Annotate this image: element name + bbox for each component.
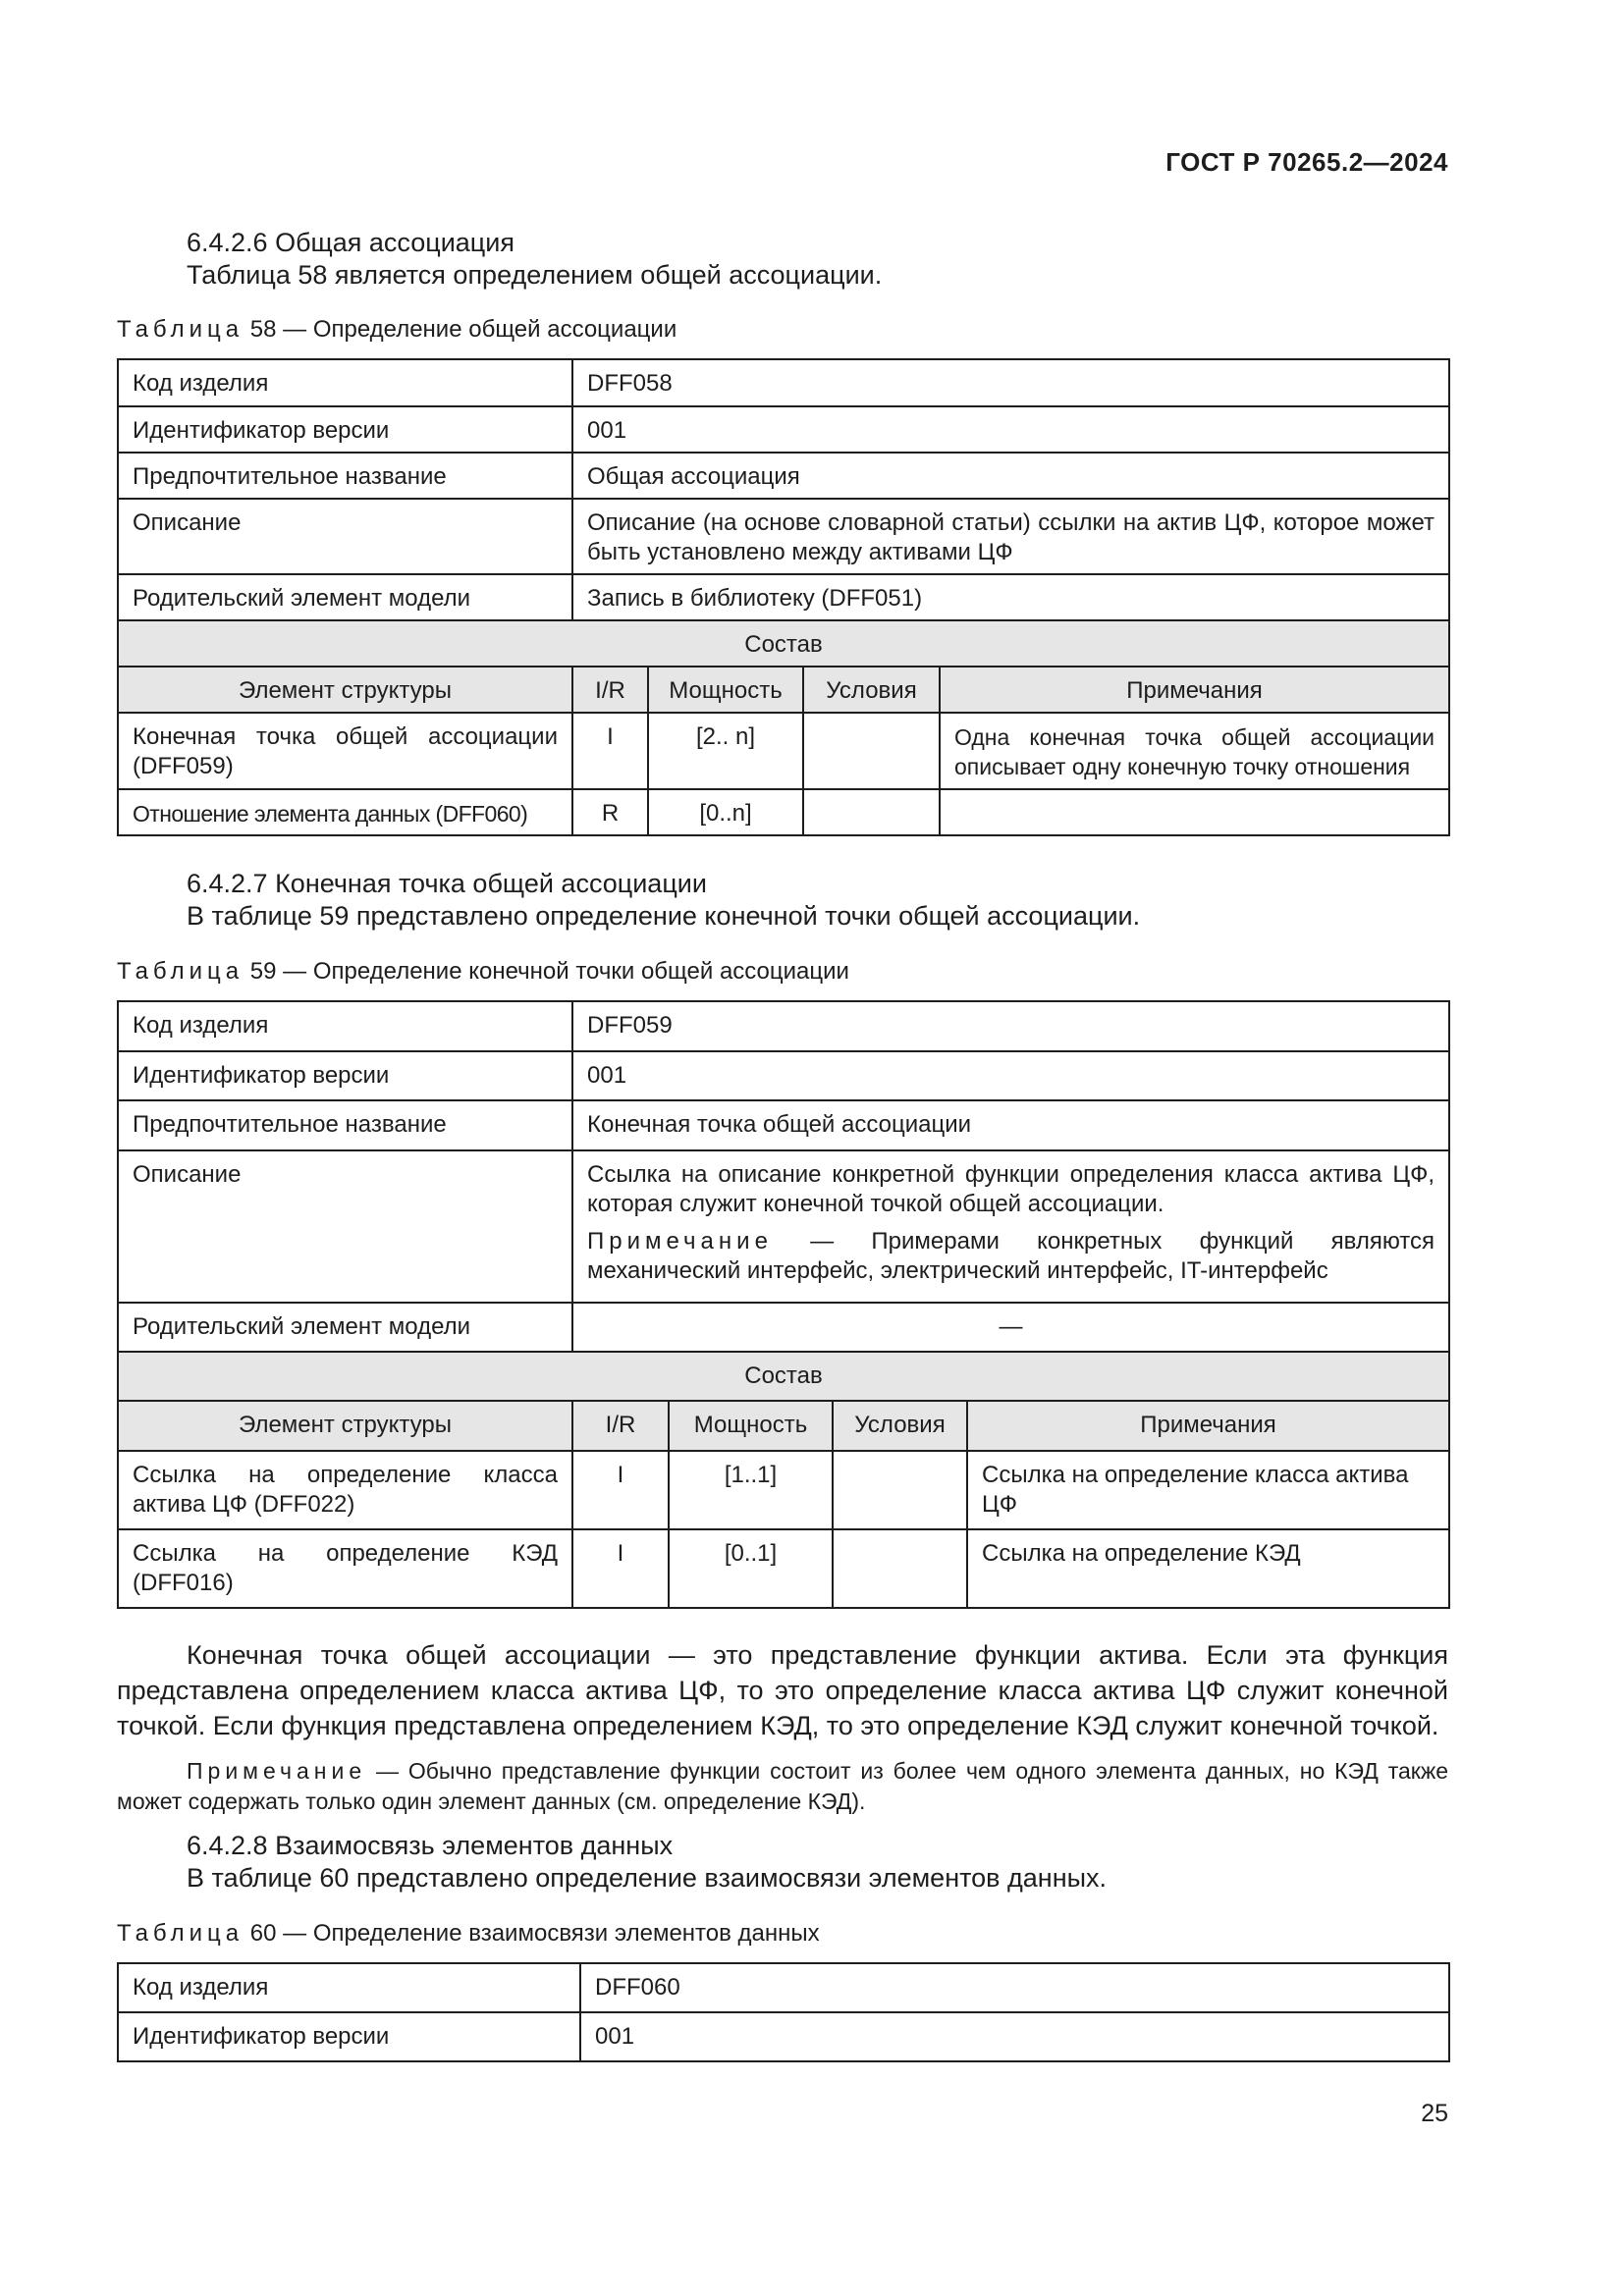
caption-label: Таблица [117, 316, 244, 343]
row-value: — [572, 1303, 1449, 1352]
row-label: Код изделия [118, 1963, 580, 2012]
composition-label: Состав [118, 1352, 1449, 1401]
row-value: Запись в библиотеку (DFF051) [572, 574, 1449, 620]
cell-ir: I [572, 1529, 669, 1608]
description-text: Ссылка на описание конкретной функции определения класса актива ЦФ, которая служит конечной точкой общей ассоциации. [587, 1161, 1435, 1217]
cell-conditions [833, 1529, 967, 1608]
column-header-row [118, 1401, 1449, 1451]
table-row [118, 406, 1449, 453]
row-label: Описание [118, 499, 572, 574]
section-heading-6428: 6.4.2.8 Взаимосвязь элементов данных [187, 1831, 674, 1860]
row-value: 001 [572, 1051, 1449, 1100]
row-value: DFF059 [572, 1001, 1449, 1051]
cell-element: Конечная точка общей ассоциации (DFF059) [118, 713, 572, 789]
body-note [117, 1756, 1448, 1817]
table-caption-59 [117, 958, 849, 986]
table-row [118, 453, 1449, 499]
table-row [118, 2012, 1449, 2061]
table-row [118, 1303, 1449, 1352]
section-heading-6427: 6.4.2.7 Конечная точка общей ассоциации [187, 869, 707, 898]
section-intro-6428: В таблице 60 представлено определение взаимосвязи элементов данных. [187, 1863, 1108, 1893]
table-row [118, 1150, 1449, 1303]
composition-row [118, 1352, 1449, 1401]
table-row [118, 499, 1449, 574]
page-number: 25 [1421, 2100, 1448, 2127]
cell-cardinality: [0..n] [648, 789, 803, 835]
column-header: Мощность [648, 667, 803, 713]
table-row [118, 1529, 1449, 1608]
table-row [118, 574, 1449, 620]
row-value: Конечная точка общей ассоциации [572, 1100, 1449, 1150]
table-58 [117, 358, 1450, 836]
cell-element: Ссылка на определение класса актива ЦФ (DFF022) [118, 1451, 572, 1529]
column-header: I/R [572, 667, 648, 713]
table-row [118, 359, 1449, 406]
cell-ir: I [572, 1451, 669, 1529]
caption-text: 59 — Определение конечной точки общей ассоциации [249, 958, 849, 985]
column-header: I/R [572, 1401, 669, 1451]
caption-label: Таблица [117, 958, 244, 985]
cell-notes: Ссылка на определение КЭД [967, 1529, 1449, 1608]
table-row [118, 1001, 1449, 1051]
row-value: DFF060 [580, 1963, 1449, 2012]
caption-text: 58 — Определение общей ассоциации [249, 316, 677, 343]
column-header: Примечания [967, 1401, 1449, 1451]
row-label: Код изделия [118, 1001, 572, 1051]
row-label: Предпочтительное название [118, 453, 572, 499]
row-value [572, 1150, 1449, 1303]
table-row [118, 789, 1449, 835]
note-text: — Примерами конкретных функций являются механический интерфейс, электрический интерфейс, IT-интерфейс [587, 1228, 1435, 1284]
document-header: ГОСТ Р 70265.2—2024 [1165, 147, 1448, 177]
table-row [118, 713, 1449, 789]
caption-text: 60 — Определение взаимосвязи элементов данных [249, 1920, 820, 1947]
row-label: Родительский элемент модели [118, 574, 572, 620]
cell-cardinality: [2.. n] [648, 713, 803, 789]
row-value: DFF058 [572, 359, 1449, 406]
composition-label: Состав [118, 620, 1449, 667]
note-label: Примечание [187, 1758, 367, 1784]
cell-notes: Ссылка на определение класса актива ЦФ [967, 1451, 1449, 1529]
row-label: Идентификатор версии [118, 2012, 580, 2061]
cell-element: Ссылка на определение КЭД (DFF016) [118, 1529, 572, 1608]
table-row [118, 1451, 1449, 1529]
table-caption-60 [117, 1920, 820, 1948]
row-value: Описание (на основе словарной статьи) ссылки на актив ЦФ, которое может быть установлено между активами ЦФ [572, 499, 1449, 574]
column-header: Элемент структуры [118, 1401, 572, 1451]
row-value: Общая ассоциация [572, 453, 1449, 499]
table-60 [117, 1962, 1450, 2062]
row-label: Идентификатор версии [118, 406, 572, 453]
note-text: — Обычно представление функции состоит из более чем одного элемента данных, но КЭД также может содержать только один элемент данных (см. определение КЭД). [117, 1758, 1448, 1814]
section-intro-6426: Таблица 58 является определением общей ассоциации. [187, 260, 883, 290]
column-header: Условия [833, 1401, 967, 1451]
description-note [587, 1227, 1435, 1286]
section-intro-6427: В таблице 59 представлено определение конечной точки общей ассоциации. [187, 901, 1141, 931]
cell-conditions [803, 713, 940, 789]
row-label: Описание [118, 1150, 572, 1303]
composition-row [118, 620, 1449, 667]
cell-element: Отношение элемента данных (DFF060) [118, 789, 572, 835]
note-label: Примечание [587, 1228, 773, 1255]
table-row [118, 1963, 1449, 2012]
table-59 [117, 1000, 1450, 1609]
row-label: Код изделия [118, 359, 572, 406]
cell-conditions [803, 789, 940, 835]
column-header: Примечания [940, 667, 1449, 713]
cell-conditions [833, 1451, 967, 1529]
column-header: Элемент структуры [118, 667, 572, 713]
row-label: Предпочтительное название [118, 1100, 572, 1150]
cell-cardinality: [1..1] [669, 1451, 833, 1529]
section-heading-6426: 6.4.2.6 Общая ассоциация [187, 228, 514, 257]
body-paragraph: Конечная точка общей ассоциации — это представление функции актива. Если эта функция представлена определением класса актива ЦФ, то это определение класса актива ЦФ служит конечной точкой. Если функция представлена определением КЭД, то это определение КЭД служит конечной точкой. [117, 1640, 1448, 1740]
column-header: Мощность [669, 1401, 833, 1451]
table-row [118, 1100, 1449, 1150]
table-row [118, 1051, 1449, 1100]
column-header-row [118, 667, 1449, 713]
cell-ir: R [572, 789, 648, 835]
cell-ir: I [572, 713, 648, 789]
column-header: Условия [803, 667, 940, 713]
row-label: Родительский элемент модели [118, 1303, 572, 1352]
row-value: 001 [580, 2012, 1449, 2061]
cell-cardinality: [0..1] [669, 1529, 833, 1608]
cell-notes [940, 789, 1449, 835]
table-caption-58 [117, 316, 677, 344]
row-value: 001 [572, 406, 1449, 453]
row-label: Идентификатор версии [118, 1051, 572, 1100]
caption-label: Таблица [117, 1920, 244, 1947]
cell-notes: Одна конечная точка общей ассоциации описывает одну конечную точку отношения [940, 713, 1449, 789]
